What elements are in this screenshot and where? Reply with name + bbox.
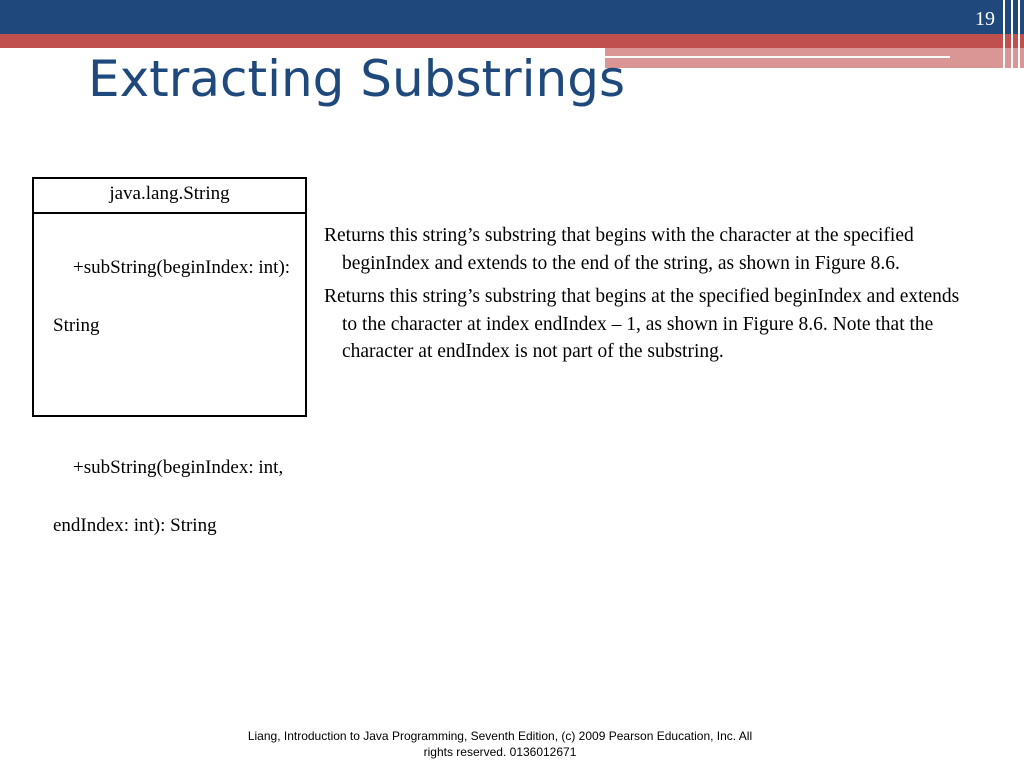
header-side-line	[1011, 0, 1013, 68]
header-band-blue	[0, 0, 1024, 34]
uml-method-signature: +subString(beginIndex: int):	[73, 257, 291, 278]
method-description: Returns this string’s substring that begins with the character at the specified beginIndex and extends to the end of the string, as shown in Figure 8.6.	[324, 225, 914, 274]
uml-method-return: endIndex: int): String	[53, 515, 217, 536]
uml-methods	[34, 214, 305, 598]
header-band-light-red	[605, 48, 1005, 68]
slide-number: 19	[975, 8, 995, 30]
footer-copyright	[200, 728, 800, 760]
header-side-line	[1003, 0, 1005, 68]
slide-title: Extracting Substrings	[88, 50, 626, 108]
uml-method-return: String	[53, 315, 100, 336]
uml-method	[35, 224, 305, 398]
header-band-red	[0, 34, 1024, 48]
footer-line: rights reserved. 0136012671	[423, 745, 577, 759]
uml-method-signature: +subString(beginIndex: int,	[73, 457, 284, 478]
uml-class-diagram	[32, 177, 307, 536]
header-side-block	[1005, 48, 1024, 68]
footer-line: Liang, Introduction to Java Programming, Seventh Edition, (c) 2009 Pearson Education, Inc. All	[247, 729, 753, 743]
header-side-line	[1018, 0, 1020, 68]
method-description: Returns this string’s substring that begins at the specified beginIndex and extends to the character at index endIndex – 1, as shown in Figure 8.6. Note that the character at endIndex is not part of the substring.	[324, 286, 960, 362]
uml-class-name: java.lang.String	[34, 179, 305, 214]
uml-method	[35, 424, 305, 598]
method-descriptions	[324, 222, 974, 372]
header-white-stripe	[600, 56, 950, 58]
